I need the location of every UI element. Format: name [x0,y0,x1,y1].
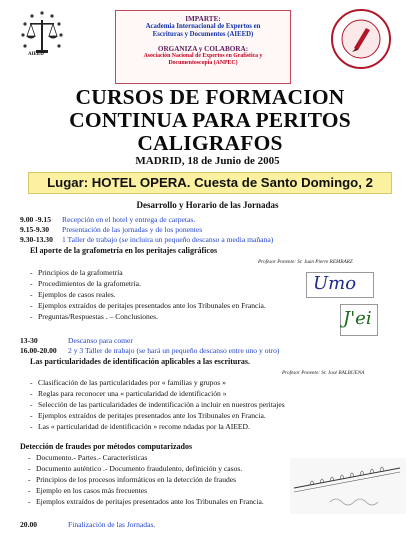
organizer-box [115,10,291,84]
list-item: - Selección de las particularidades de indentificación a incluir en nuestros peritajes [30,400,285,409]
handwriting-sample-1: Umo [306,272,374,298]
list-item: - Documento auténtico .- Documento fraudulento, definición y casos. [28,464,243,473]
schedule-text: Finalización de las Jornadas. [68,520,156,529]
list-item: - Ejemplos extraídos de peritajes presentados ante los Tribunales en Francia. [30,301,266,310]
schedule-heading: Desarrollo y Horario de las Jornadas [136,200,279,210]
schedule-text: 2 y 3 Taller de trabajo (se hará un pequeño descanso entre uno y otro) [68,346,280,355]
schedule-text: Descanso para comer [68,336,133,345]
list-item: - Las « particularidad de identificación » recome ndadas por la AIEED. [30,422,250,431]
list-item: - Ejemplo en los casos más frecuentes [28,486,148,495]
section2-ponente: Profesor Ponente: Sr. José BALBUENA [282,370,365,376]
list-item: - Preguntas/Respuestas . – Conclusiones. [30,312,159,321]
schedule-time: 16.00-20.00 [20,346,57,355]
event-date: MADRID, 18 de Junio de 2005 [135,155,280,167]
section3-title: Detección de fraudes por métodos computarizados [20,442,193,451]
title-line-3: CALIGRAFOS [137,131,283,155]
schedule-time: 9.00 -9.15 [20,215,52,224]
schedule-time: 9.30-13.30 [20,235,53,244]
title-line-1: CURSOS DE FORMACION [75,85,345,109]
org1-line2: Escrituras y Documentos (AIEED) [152,31,254,38]
section1-title: El aporte de la grafometría en los peritajes caligráficos [30,246,218,255]
list-item: - Ejemplos extraídos de peritajes presentados ante los Tribunales en Francia. [28,497,264,506]
main-title [40,86,380,155]
title-line-2: CONTINUA PARA PERITOS [69,108,351,132]
venue-banner: Lugar: HOTEL OPERA. Cuesta de Santo Domingo, 2 [28,172,392,194]
list-item: - Principios de los procesos informáticos en la detección de fraudes [28,475,237,484]
schedule-time: 13-30 [20,336,38,345]
org2-line1: Asociación Nacional de Expertos en Grafística y [143,53,263,59]
schedule-text: Recepción en el hotel y entrega de carpetas. [62,215,196,224]
list-item: - Ejemplos de casos reales. [30,290,116,299]
forgery-example-graphic [290,458,406,514]
list-item: - Ejemplos extraídos de peritajes presentados ante los Tribunales en Francia. [30,411,266,420]
list-item: - Procedimientos de la grafometría. [30,279,141,288]
handwriting-sample-2: J'ei [340,304,378,336]
schedule-time: 9.15-9.30 [20,225,50,234]
org1-line1: Academia Internacional de Expertos en [145,23,261,30]
aieed-caption: AIEED [28,52,44,57]
list-item: - Clasificación de las particularidades por « familias y grupos » [30,378,226,387]
schedule-text: Presentación de las jornadas y de los ponentes [62,225,203,234]
list-item: - Reglas para reconocer una « particularidad de identificación » [30,389,227,398]
schedule-time: 20.00 [20,520,38,529]
imparte-heading: IMPARTE: [185,15,221,23]
list-item: - Principios de la grafometría [30,268,123,277]
organiza-heading: ORGANIZA y COLABORA: [157,45,249,53]
section2-title: Las particularidades de identificación aplicables a las escrituras. [30,357,250,366]
anpec-seal [330,8,392,70]
list-item: - Documento.- Partes.- Características [28,453,148,462]
org2-line2: Documentoscopia (ANPEC) [168,60,238,66]
schedule-text: 1 Taller de trabajo (se incluira un pequeño descanso a media mañana) [62,235,274,244]
section1-ponente: Profesor Ponente: Sr. Juan Pierre REMBARZ [258,259,353,265]
